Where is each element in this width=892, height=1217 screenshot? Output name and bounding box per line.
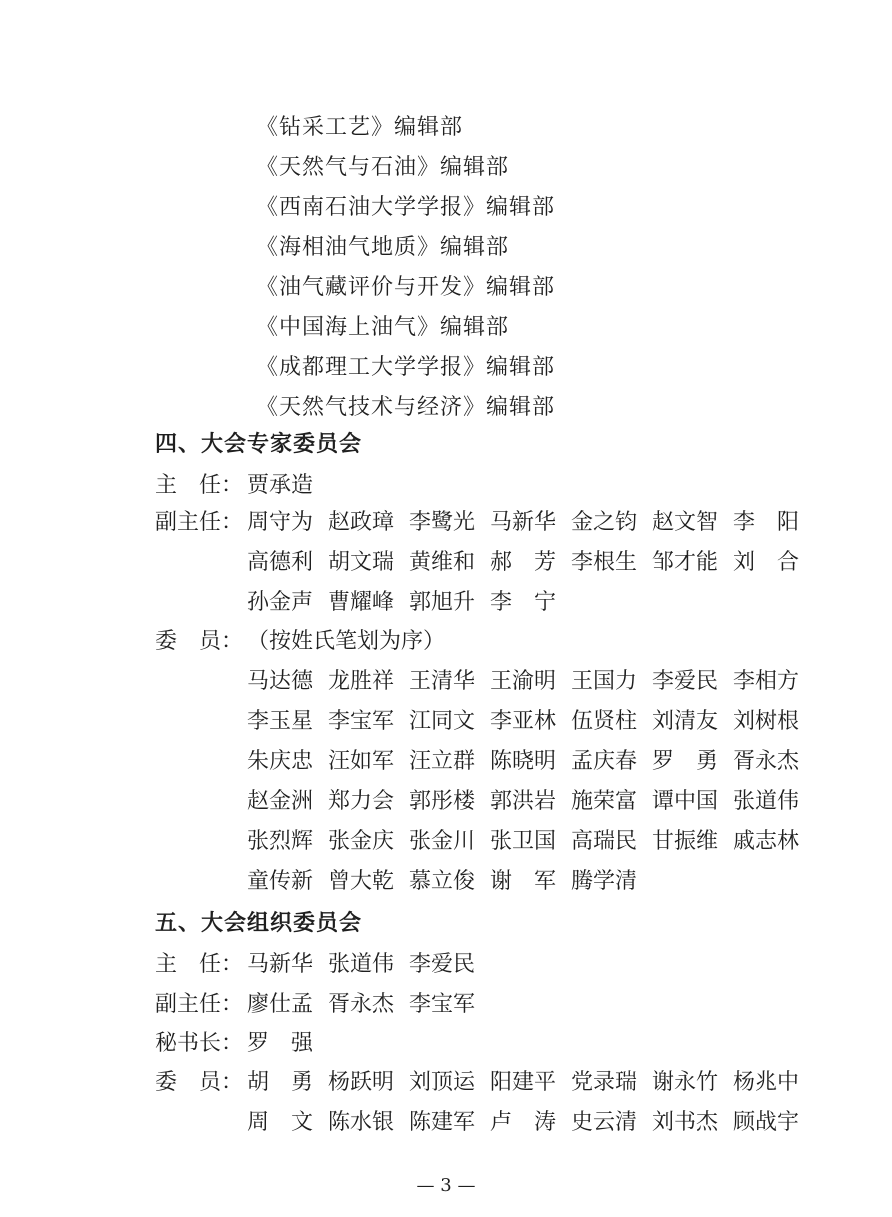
role-label: 秘书长： — [155, 1031, 244, 1056]
person-name: 汪立群 — [409, 749, 476, 774]
person-name: 史云清 — [571, 1110, 638, 1135]
person-name: 金之钧 — [571, 510, 638, 535]
person-name: 邹才能 — [652, 550, 719, 575]
journal-item: 《油气藏评价与开发》编辑部 — [256, 275, 556, 300]
person-name: 朱庆忠 — [247, 749, 314, 774]
journal-list — [256, 108, 555, 428]
person-name: 王渝明 — [490, 669, 557, 694]
role-label: 委 员： — [155, 629, 244, 654]
journal-item: 《西南石油大学学报》编辑部 — [256, 195, 556, 220]
role-label: 主 任： — [155, 952, 244, 977]
person-name: 慕立俊 — [409, 869, 476, 894]
names-line — [247, 862, 652, 902]
person-name: 郝 芳 — [490, 550, 557, 575]
names-line — [247, 822, 814, 862]
journal-item: 《天然气与石油》编辑部 — [256, 155, 510, 180]
person-name: 腾学清 — [571, 869, 638, 894]
person-name: 罗 强 — [247, 1031, 314, 1056]
person-name: 汪如军 — [328, 749, 395, 774]
person-name: 曹耀峰 — [328, 590, 395, 615]
person-name: 胡 勇 — [247, 1070, 314, 1095]
journal-item: 《天然气技术与经济》编辑部 — [256, 395, 556, 420]
person-name: 刘书杰 — [652, 1110, 719, 1135]
person-name: 阳建平 — [490, 1070, 557, 1095]
section-heading-organizing-committee: 五、大会组织委员会 — [155, 911, 363, 936]
person-name: 郭彤楼 — [409, 789, 476, 814]
expert-director-row — [155, 466, 328, 506]
journal-item: 《中国海上油气》编辑部 — [256, 315, 510, 340]
person-name: 郭旭升 — [409, 590, 476, 615]
person-name: 刘顶运 — [409, 1070, 476, 1095]
person-name: 刘清友 — [652, 709, 719, 734]
org-deputy-row — [155, 985, 490, 1025]
person-name: 李爱民 — [409, 952, 476, 977]
names-line — [247, 662, 814, 702]
person-name: 赵文智 — [652, 510, 719, 535]
names-line — [247, 702, 814, 742]
person-name: 周守为 — [247, 510, 314, 535]
person-name: 贾承造 — [247, 473, 314, 498]
section-heading-expert-committee: 四、大会专家委员会 — [155, 432, 363, 457]
person-name: 胥永杰 — [328, 992, 395, 1017]
names-line — [247, 742, 814, 782]
members-order-note: （按姓氏笔划为序） — [247, 629, 446, 654]
person-name: 李宝军 — [409, 992, 476, 1017]
person-name: 郭洪岩 — [490, 789, 557, 814]
person-name: 陈建军 — [409, 1110, 476, 1135]
person-name: 马达德 — [247, 669, 314, 694]
person-name: 李根生 — [571, 550, 638, 575]
org-director-row — [155, 945, 490, 985]
person-name: 王清华 — [409, 669, 476, 694]
person-name: 李玉星 — [247, 709, 314, 734]
journal-item: 《钻采工艺》编辑部 — [256, 115, 464, 140]
person-name: 郑力会 — [328, 789, 395, 814]
person-name: 胡文瑞 — [328, 550, 395, 575]
person-name: 李 宁 — [490, 590, 557, 615]
person-name: 马新华 — [490, 510, 557, 535]
names-line — [247, 782, 814, 822]
person-name: 李鹭光 — [409, 510, 476, 535]
person-name: 张卫国 — [490, 829, 557, 854]
person-name: 杨兆中 — [733, 1070, 800, 1095]
person-name: 廖仕孟 — [247, 992, 314, 1017]
person-name: 李宝军 — [328, 709, 395, 734]
role-label: 副主任： — [155, 992, 244, 1017]
person-name: 赵政璋 — [328, 510, 395, 535]
person-name: 龙胜祥 — [328, 669, 395, 694]
role-label: 主 任： — [155, 473, 244, 498]
person-name: 孟庆春 — [571, 749, 638, 774]
person-name: 张金庆 — [328, 829, 395, 854]
person-name: 罗 勇 — [652, 749, 719, 774]
expert-members-row — [155, 622, 445, 662]
journal-item: 《成都理工大学学报》编辑部 — [256, 355, 556, 380]
person-name: 顾战宇 — [733, 1110, 800, 1135]
person-name: 张道伟 — [733, 789, 800, 814]
person-name: 谢 军 — [490, 869, 557, 894]
person-name: 高德利 — [247, 550, 314, 575]
page-number: — 3 — — [416, 1175, 476, 1196]
person-name: 施荣富 — [571, 789, 638, 814]
person-name: 李爱民 — [652, 669, 719, 694]
person-name: 高瑞民 — [571, 829, 638, 854]
person-name: 谭中国 — [652, 789, 719, 814]
org-secretary-row — [155, 1024, 328, 1064]
person-name: 童传新 — [247, 869, 314, 894]
person-name: 党录瑞 — [571, 1070, 638, 1095]
person-name: 李亚林 — [490, 709, 557, 734]
names-line — [247, 503, 814, 543]
role-label: 委 员： — [155, 1070, 244, 1095]
person-name: 张烈辉 — [247, 829, 314, 854]
person-name: 陈水银 — [328, 1110, 395, 1135]
role-label: 副主任： — [155, 510, 244, 535]
names-line — [247, 543, 814, 583]
person-name: 刘 合 — [733, 550, 800, 575]
person-name: 曾大乾 — [328, 869, 395, 894]
person-name: 伍贤柱 — [571, 709, 638, 734]
person-name: 谢永竹 — [652, 1070, 719, 1095]
expert-deputy-row — [155, 503, 247, 543]
person-name: 李相方 — [733, 669, 800, 694]
person-name: 杨跃明 — [328, 1070, 395, 1095]
person-name: 马新华 — [247, 952, 314, 977]
person-name: 戚志林 — [733, 829, 800, 854]
names-line — [247, 1063, 814, 1103]
journal-item: 《海相油气地质》编辑部 — [256, 235, 510, 260]
names-line — [247, 1103, 814, 1143]
person-name: 张金川 — [409, 829, 476, 854]
person-name: 刘树根 — [733, 709, 800, 734]
person-name: 卢 涛 — [490, 1110, 557, 1135]
person-name: 陈晓明 — [490, 749, 557, 774]
person-name: 赵金洲 — [247, 789, 314, 814]
person-name: 江同文 — [409, 709, 476, 734]
person-name: 王国力 — [571, 669, 638, 694]
person-name: 李 阳 — [733, 510, 800, 535]
person-name: 张道伟 — [328, 952, 395, 977]
person-name: 黄维和 — [409, 550, 476, 575]
names-line — [247, 583, 571, 623]
person-name: 甘振维 — [652, 829, 719, 854]
person-name: 周 文 — [247, 1110, 314, 1135]
org-members-row — [155, 1063, 247, 1103]
person-name: 孙金声 — [247, 590, 314, 615]
person-name: 胥永杰 — [733, 749, 800, 774]
